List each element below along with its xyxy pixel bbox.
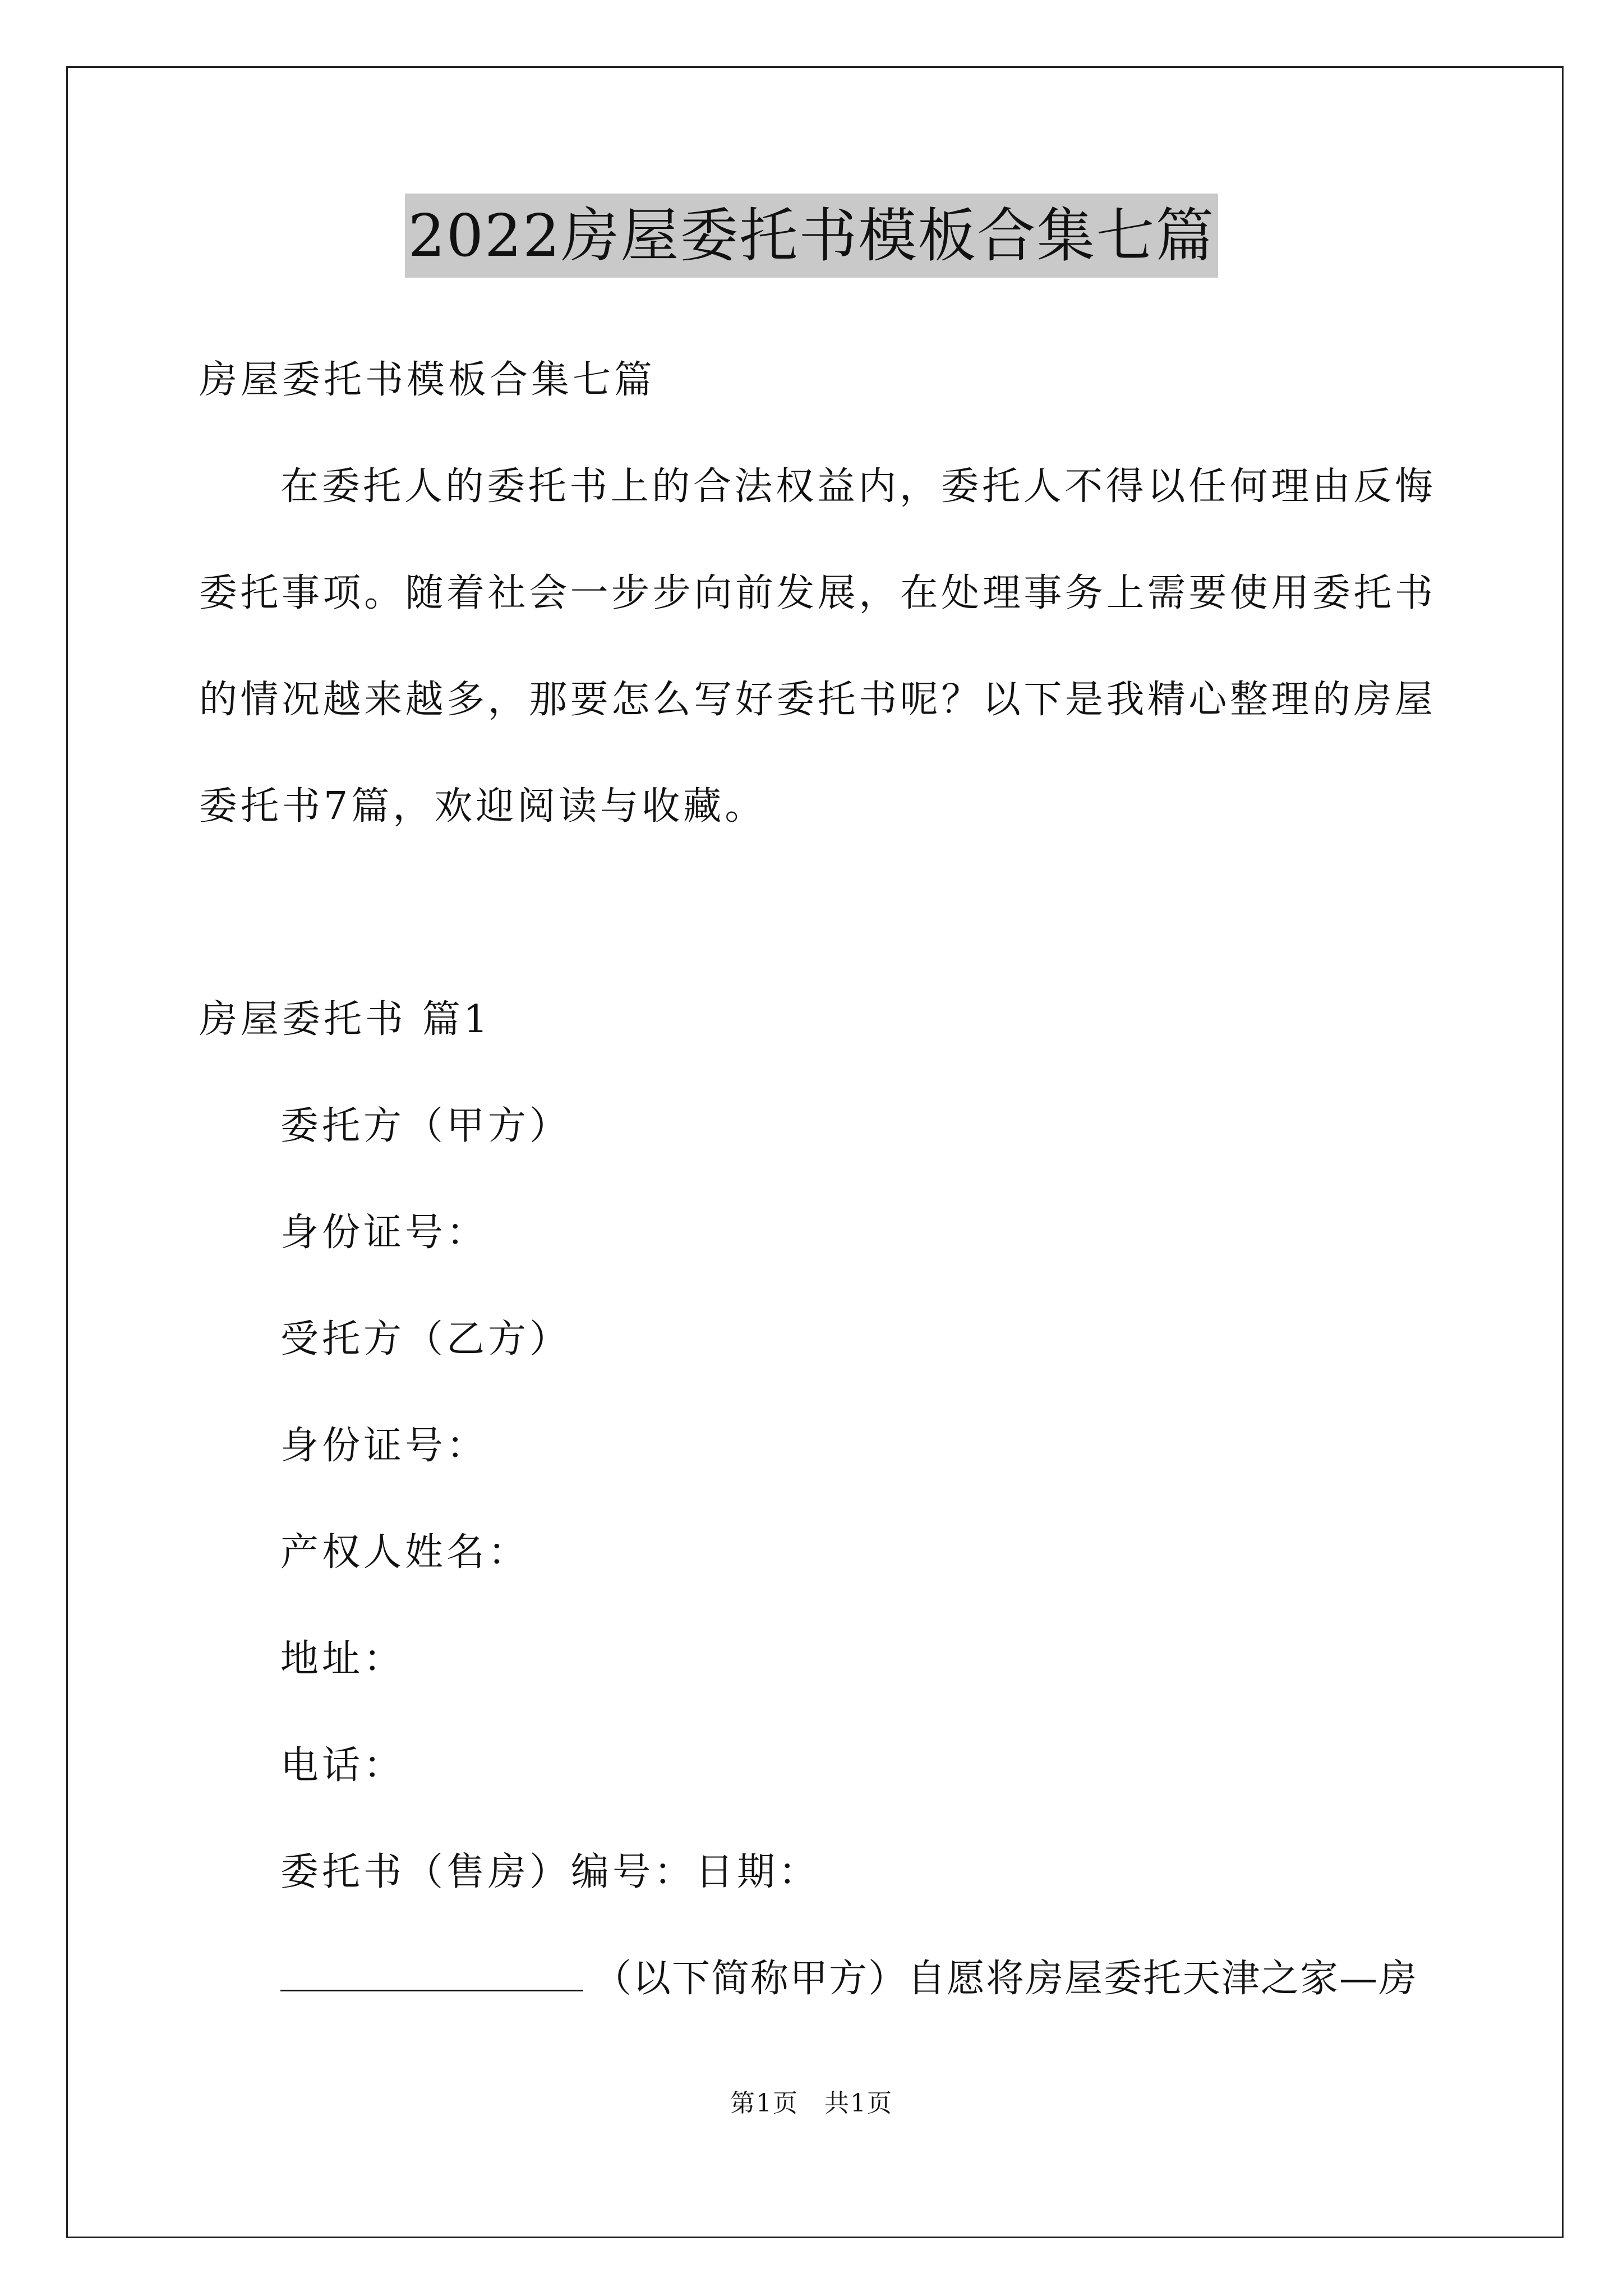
field-principal: 委托方（甲方） (280, 1104, 571, 1148)
field-agent-id: 身份证号： (280, 1424, 488, 1468)
section-heading: 房屋委托书 篇1 (199, 997, 491, 1042)
field-owner-name: 产权人姓名： (280, 1530, 530, 1575)
field-number-date: 委托书（售房）编号：日期： (280, 1850, 820, 1894)
intro-line-4: 委托书7篇，欢迎阅读与收藏。 (199, 784, 767, 829)
field-principal-id: 身份证号： (280, 1211, 488, 1255)
last-line (280, 1952, 1418, 2006)
subtitle: 房屋委托书模板合集七篇 (199, 358, 656, 402)
document-title: 2022房屋委托书模板合集七篇 (405, 194, 1219, 278)
title-container (0, 194, 1623, 278)
field-phone: 电话： (280, 1743, 405, 1788)
last-line-text: （以下简称甲方）自愿将房屋委托天津之家—房 (593, 1957, 1418, 2001)
intro-line-1: 在委托人的委托书上的合法权益内，委托人不得以任何理由反悔 (280, 464, 1433, 509)
field-address: 地址： (280, 1637, 405, 1681)
intro-line-2: 委托事项。随着社会一步步向前发展，在处理事务上需要使用委托书 (199, 571, 1433, 615)
blank-underline (280, 1955, 583, 1991)
page-footer: 第1页 共1页 (730, 2089, 893, 2118)
field-agent: 受托方（乙方） (280, 1317, 571, 1361)
intro-line-3: 的情况越来越多，那要怎么写好委托书呢？以下是我精心整理的房屋 (199, 678, 1433, 722)
